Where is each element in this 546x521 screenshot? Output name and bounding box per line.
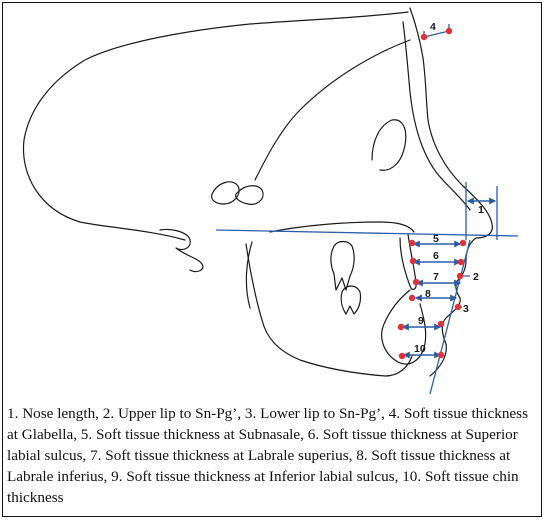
orbit-outline — [372, 120, 406, 171]
measurement-label-6: 6 — [433, 250, 439, 262]
chin-hard-point — [399, 353, 405, 359]
measurement-label-7: 7 — [433, 271, 439, 283]
glabella-hard-point — [421, 34, 427, 40]
measurement-label-1: 1 — [478, 204, 484, 216]
measurement-label-5: 5 — [433, 233, 439, 245]
measurement-label-4: 4 — [430, 21, 436, 33]
labrale-superius-hard-point — [413, 279, 419, 285]
inferior-sulcus-soft-point — [438, 321, 444, 327]
inner-cranial-contour — [255, 40, 410, 180]
inferior-sulcus-hard-point — [398, 324, 404, 330]
mandible — [246, 244, 412, 376]
measurement-label-2: 2 — [473, 271, 479, 283]
cranial-base — [236, 186, 263, 205]
measurement-label-8: 8 — [425, 288, 431, 300]
superior-sulcus-hard-point — [410, 258, 416, 264]
nasal-bone — [403, 22, 470, 210]
subnasale-soft-point — [460, 240, 466, 246]
labrale-inferius-hard-point — [409, 295, 415, 301]
molar-tooth — [331, 242, 354, 291]
skull-outline — [23, 12, 408, 240]
measurement-label-10: 10 — [414, 343, 426, 355]
figure-caption: 1. Nose length, 2. Upper lip to Sn-Pg’, 3. Lower lip to Sn-Pg’, 4. Soft tissue thickness at Glabella, 5. Soft tissue thickness at Subnasale, 6. Soft tissue thickness at Superior labial sulcus, 7. Soft tissue thickness at Labrale superius, 8. Soft tissue thickness at Labrale inferius, 9. Soft tissue thickness at Inferior labial sulcus, 10. Soft tissue chin thickness — [7, 405, 528, 506]
maxilla-palate — [270, 222, 414, 232]
superior-sulcus-soft-point — [458, 259, 464, 265]
measurement-label-3: 3 — [463, 303, 469, 315]
glabella-soft-point — [446, 28, 452, 34]
subnasale-hard-point — [409, 240, 415, 246]
lower-molar — [341, 286, 360, 314]
measurement-4-line — [424, 31, 449, 37]
labrale-inferius-soft-point — [455, 304, 461, 310]
horizontal-reference-line — [216, 230, 518, 236]
labrale-superius-soft-point — [457, 273, 463, 279]
sella-turcica — [212, 182, 239, 204]
measurement-label-9: 9 — [418, 315, 424, 327]
chin-soft-point — [438, 352, 444, 358]
